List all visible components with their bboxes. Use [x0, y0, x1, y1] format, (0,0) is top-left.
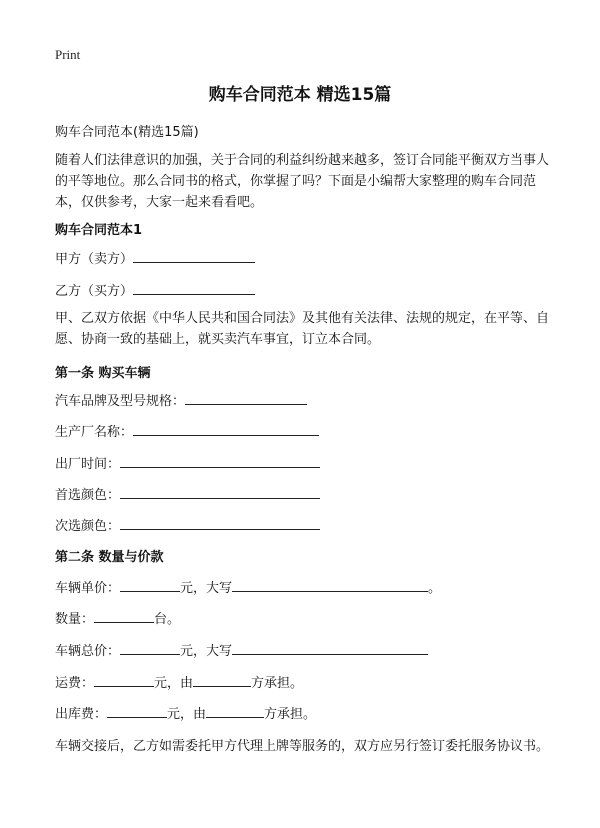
- brand-blank: [185, 390, 307, 405]
- quantity-label: 数量：: [55, 612, 95, 627]
- page-title: 购车合同范本 精选15篇: [208, 85, 392, 105]
- brand-line: [55, 390, 307, 412]
- document-subtitle: 购车合同范本(精选15篇): [55, 125, 199, 140]
- maker-line: [55, 421, 319, 443]
- freight-label: 运费：: [55, 676, 95, 691]
- unit-price-upper-blank: [232, 577, 428, 592]
- total-price-line: [55, 640, 428, 662]
- intro-paragraph: 随着人们法律意识的加强，关于合同的利益纠纷越来越多，签订合同能平衡双方当事人的平等地位。那么合同书的格式，你掌握了吗？下面是小编帮大家整理的购车合同范本，仅供参考，大家一起来看看吧。: [55, 153, 550, 210]
- color2-line: [55, 515, 320, 537]
- freight-blank: [94, 672, 154, 687]
- date-blank: [120, 453, 320, 468]
- quantity-line: [55, 608, 180, 630]
- outbound-fee-label: 出库费：: [55, 707, 108, 722]
- party-a-line: [55, 248, 255, 270]
- color1-blank: [120, 484, 320, 499]
- party-b-blank: [133, 280, 255, 295]
- color1-label: 首选颜色：: [55, 488, 121, 503]
- maker-blank: [133, 421, 319, 436]
- unit-price-blank: [120, 577, 180, 592]
- outbound-by-label: 元，由: [167, 707, 207, 722]
- quantity-blank: [94, 608, 154, 623]
- outbound-party-blank: [206, 703, 264, 718]
- party-a-label: 甲方（卖方）: [55, 252, 134, 267]
- party-a-blank: [133, 248, 255, 263]
- party-b-line: [55, 280, 255, 302]
- freight-line: [55, 672, 303, 694]
- handover-paragraph: 车辆交接后，乙方如需委托甲方代理上牌等服务的，双方应另行签订委托服务协议书。: [55, 739, 550, 754]
- agreement-paragraph: 甲、乙双方依据《中华人民共和国合同法》及其他有关法律、法规的规定，在平等、自愿、协商一致的基础上，就买卖汽车事宜，订立本合同。: [55, 311, 550, 347]
- color2-blank: [120, 515, 320, 530]
- period: 。: [428, 581, 442, 596]
- article2-heading: 第二条 数量与价款: [55, 550, 164, 565]
- maker-label: 生产厂名称：: [55, 425, 134, 440]
- color1-line: [55, 484, 320, 506]
- total-price-upper-blank: [232, 640, 428, 655]
- unit-price-label: 车辆单价：: [55, 581, 121, 596]
- print-link[interactable]: Print: [55, 47, 81, 62]
- article1-heading: 第一条 购买车辆: [55, 366, 151, 381]
- freight-party-blank: [193, 672, 251, 687]
- outbound-bear-label: 方承担。: [264, 707, 317, 722]
- total-price-upper-label: 元，大写: [180, 644, 233, 659]
- outbound-fee-blank: [107, 703, 167, 718]
- outbound-fee-line: [55, 703, 316, 725]
- date-label: 出厂时间：: [55, 457, 121, 472]
- unit-price-line: [55, 577, 441, 599]
- sample-heading: 购车合同范本1: [55, 223, 143, 238]
- freight-bear-label: 方承担。: [251, 676, 304, 691]
- color2-label: 次选颜色：: [55, 519, 121, 534]
- date-line: [55, 453, 320, 475]
- quantity-unit: 台。: [154, 612, 181, 627]
- total-price-label: 车辆总价：: [55, 644, 121, 659]
- unit-price-upper-label: 元，大写: [180, 581, 233, 596]
- freight-by-label: 元，由: [154, 676, 194, 691]
- party-b-label: 乙方（买方）: [55, 284, 134, 299]
- total-price-blank: [120, 640, 180, 655]
- brand-label: 汽车品牌及型号规格：: [55, 394, 186, 409]
